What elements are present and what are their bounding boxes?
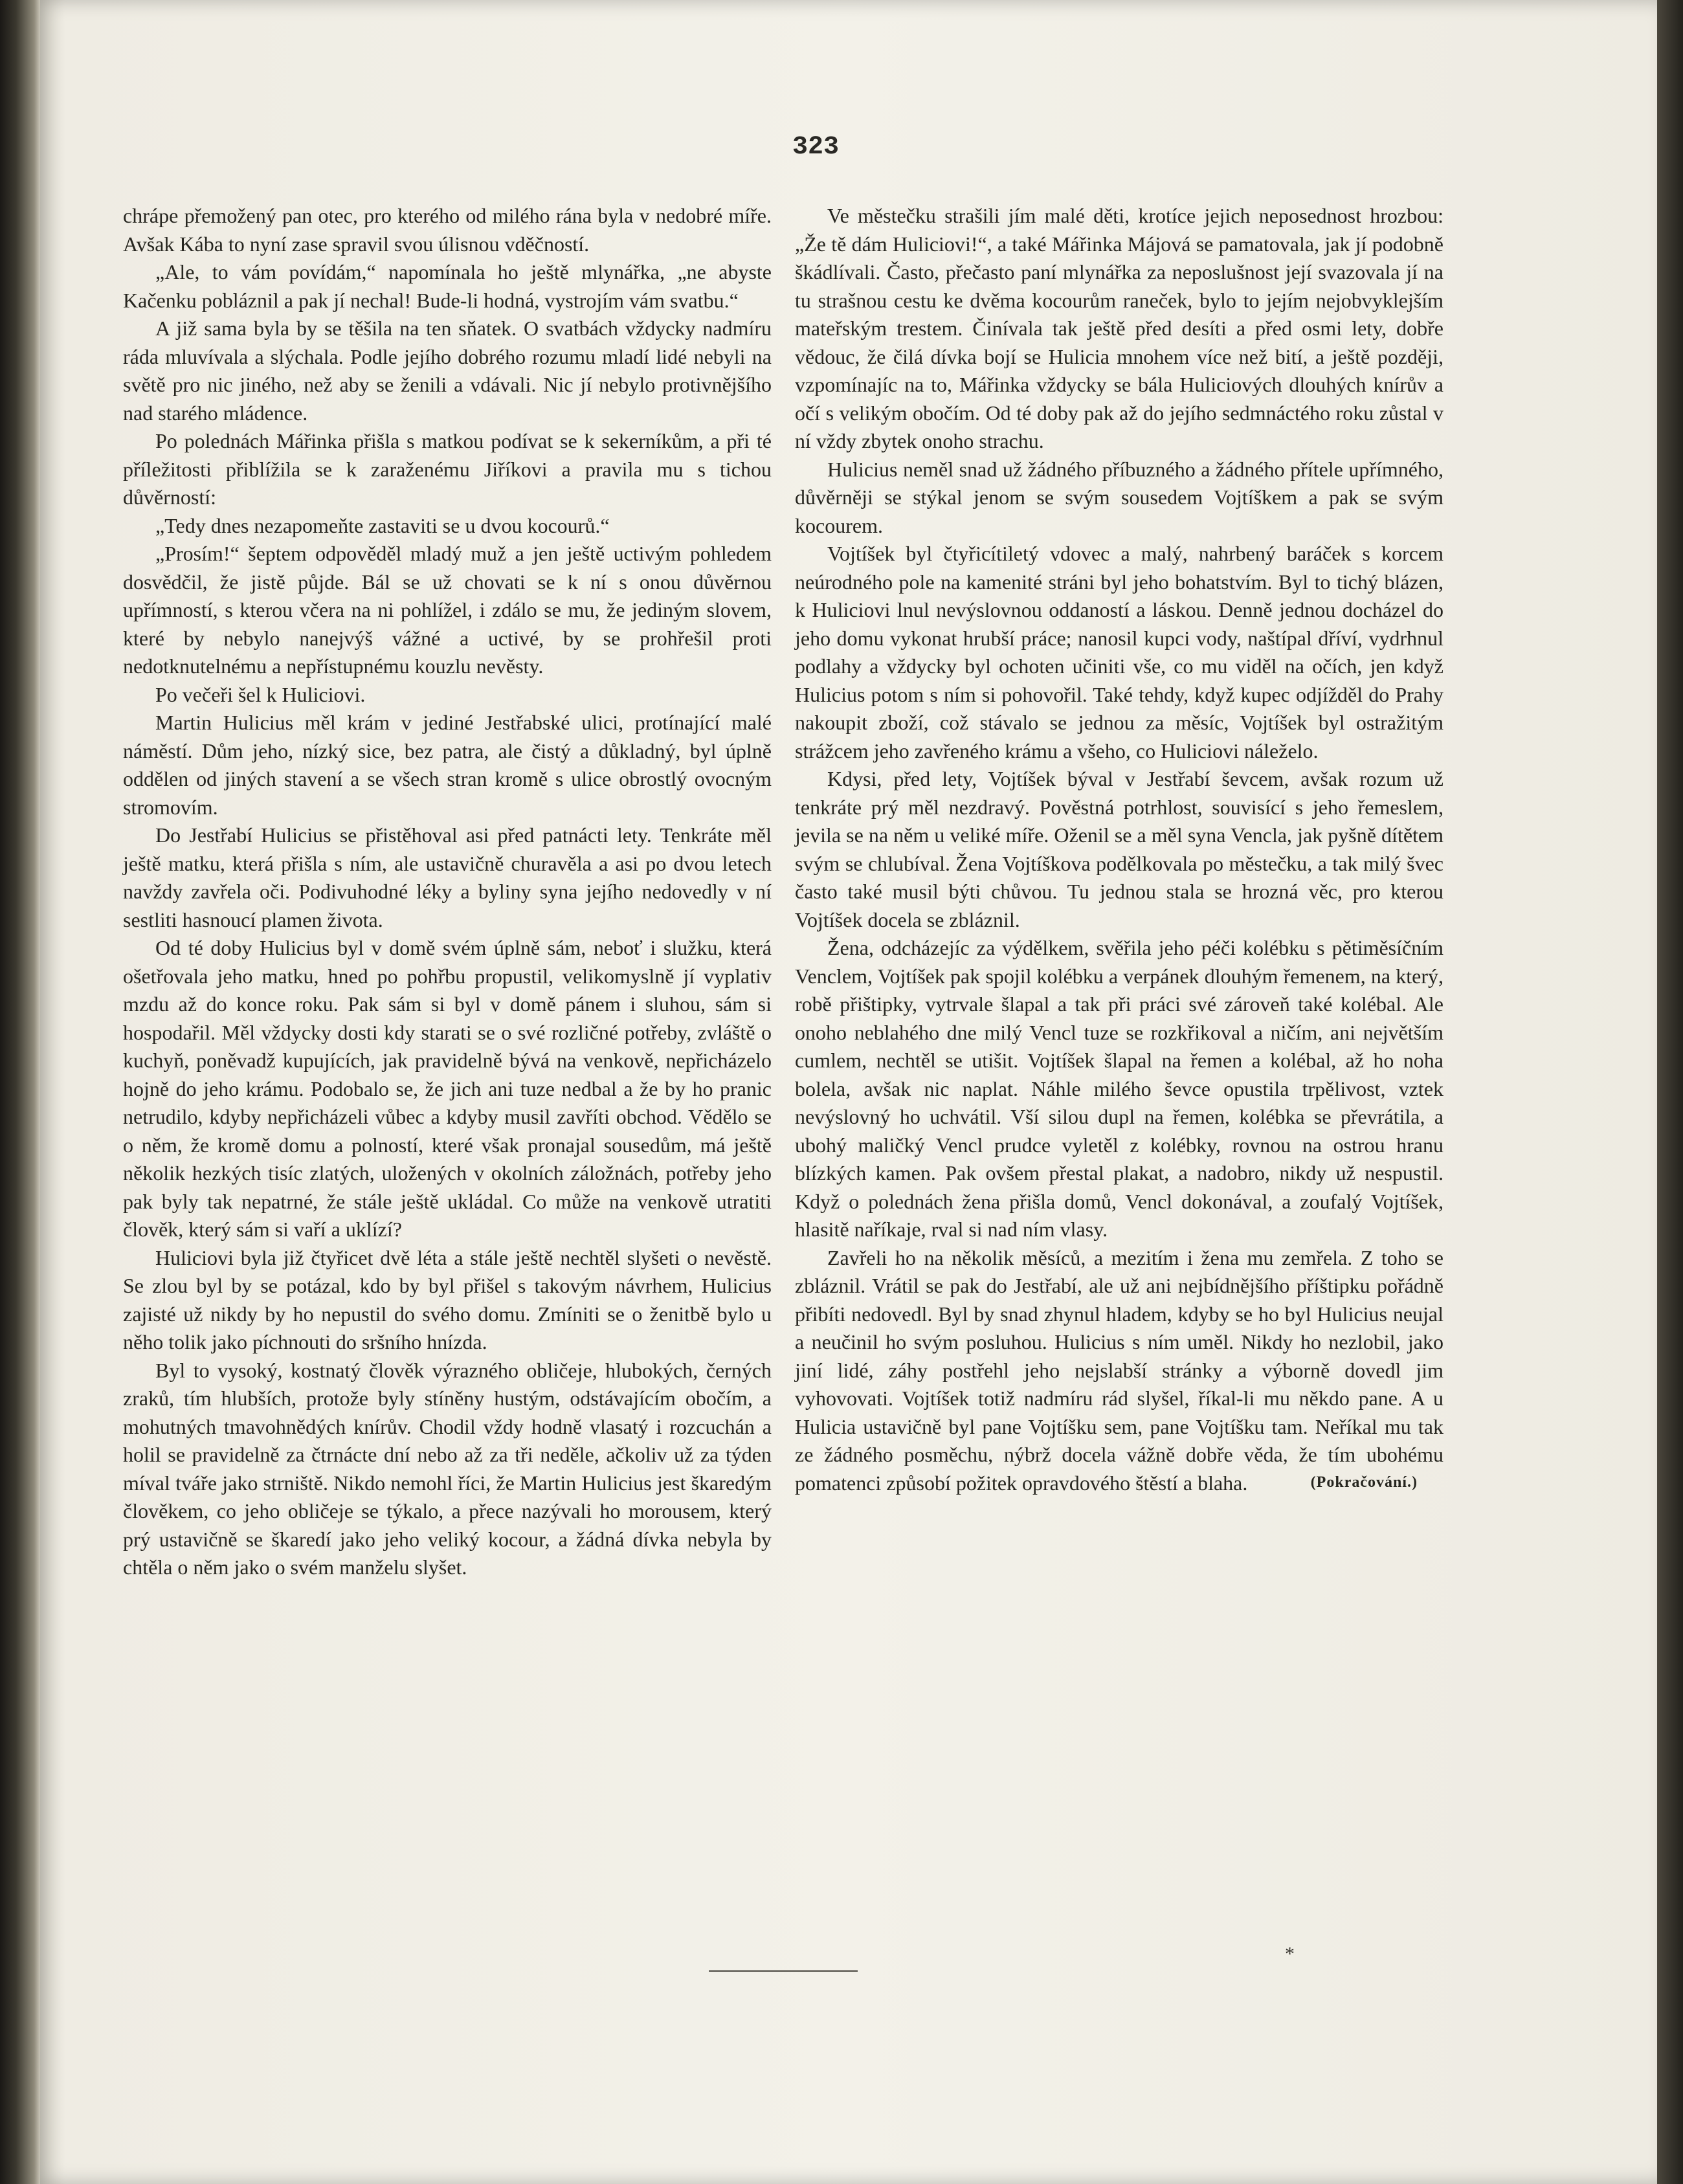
paragraph: Po večeři šel k Huliciovi.	[155, 682, 366, 706]
paragraph: Byl to vysoký, kostnatý člověk výrazného obličeje, hlubokých, černých zraků, tím hlubších, protože byly stíněny hustým, odstávajícím obočím, a mohutných tmavohnědých knírův. Chodil vždy hodně vlasatý i rozcuchán a holil se pravidelně za čtrnácte dní nebo až za tři neděle, ačkoliv už za týden míval tváře jako strniště. Nikdo nemohl říci, že Martin Hulicius jest škaredým člověkem, co jeho obličeje se týkalo, a přece nazývali ho morousem, který prý ustavičně se škaredí jako jeho veliký kocour, a žádná dívka nebyla by chtěla o něm jako o svém manželu slyšet.	[123, 1358, 772, 1579]
paragraph: Ve městečku strašili jím malé děti, krotíce jejich neposednost hrozbou: „Že tě dám Huliciovi!“, a také Mářinka Májová se pamatovala, jak jí podobně škádlívali. Často, přečasto paní mlynářka za neposlušnost její svazovala jí na tu strašnou cestu ke dvěma kocourům raneček, bylo to jejím nejobvyklejším mateřským trestem. Činívala tak ještě před desíti a před osmi lety, dobře vědouc, že čilá dívka bojí se Hulicia mnohem více než bití, a ještě později, vzpomínajíc na to, Mářinka vždycky se bála Huliciových dlouhých knírův a očí s velikým obočím. Od té doby pak až do jejího sedmnáctého roku zůstal v ní vždy zbytek onoho strachu.	[795, 204, 1443, 452]
left-text-column	[123, 202, 772, 1582]
paragraph: Vojtíšek byl čtyřicítiletý vdovec a malý, nahrbený baráček s korcem neúrodného pole na kamenité stráni byl jeho bohatstvím. Byl to tichý blázen, k Huliciovi lnul nevýslovnou oddaností a láskou. Denně jednou docházel do jeho domu vykonat hrubší práce; nanosil kupci vody, naštípal dříví, vydrhnul podlahy a vždycky byl ochoten učiniti vše, co mu viděl na očích, jen když Hulicius potom s ním si pohovořil. Také tehdy, když kupec odjížděl do Prahy nakoupit zboží, což stávalo se jednou za měsíc, Vojtíšek byl ostražitým strážcem jeho zavřeného krámu a všeho, co Huliciovi náleželo.	[795, 542, 1443, 763]
paragraph: Martin Hulicius měl krám v jediné Jestřabské ulici, protínající malé náměstí. Dům jeho, nízký sice, bez patra, ale čistý a důkladný, byl úplně oddělen od jiných stavení a se všech stran kromě s ulice obrostlý ovocným stromovím.	[123, 711, 772, 819]
paragraph: Huliciovi byla již čtyřicet dvě léta a stále ještě nechtěl slyšeti o nevěstě. Se zlou byl by se potázal, kdo by byl přišel s takovým návrhem, Hulicius zajisté už nikdy by ho nepustil do svého domu. Zmíniti se o ženitbě bylo u něho tolik jako píchnouti do sršního hnízda.	[123, 1245, 772, 1354]
paragraph: Žena, odcházejíc za výdělkem, svěřila jeho péči kolébku s pětiměsíčním Venclem, Vojtíšek pak spojil kolébku a verpánek dlouhým řemenem, na který, robě přištipky, vytrvale šlapal a tak při práci své zároveň také kolébal. Ale onoho neblahého dne milý Vencl tuze se rozkřikoval a ničím, ani největším cumlem, nechtěl se utišit. Vojtíšek šlapal na řemen a kolébal, až ho noha bolela, avšak nic naplat. Náhle milého ševce opustila trpělivost, vztek nevýslovný ho uchvátil. Vší silou dupl na řemen, kolébka se převrátila, a ubohý maličký Vencl prudce vyletěl z kolébky, rovnou na ostrou hranu blízkých kamen. Pak ovšem přestal plakat, a nadobro, nikdy už nespustil. Když o polednách žena přišla domů, Vencl dokonával, a zoufalý Vojtíšek, hlasitě naříkaje, rval si nad ním vlasy.	[795, 936, 1443, 1241]
end-asterisk: *	[1285, 1943, 1295, 1965]
paragraph: Od té doby Hulicius byl v domě svém úplně sám, neboť i služku, která ošetřovala jeho matku, hned po pohřbu propustil, velikomyslně jí vyplativ mzdu až do konce roku. Pak sám si byl v domě pánem i sluhou, sám si hospodařil. Měl vždycky dosti kdy starati se o své rozličné potřeby, zvláště o kuchyň, poněvadž kupujících, jak pravidelně bývá na venkově, nepřicházelo hojně do jeho krámu. Podobalo se, že jich ani tuze nedbal a že by ho pranic netrudilo, kdyby nepřicházeli vůbec a kdyby musil zavříti obchod. Vědělo se o něm, že kromě domu a polností, které však pronajal sousedům, má ještě několik hezkých tisíc zlatých, uložených v okolních záložnách, potřeby jeho pak byly tak nepatrné, že stále ještě ukládal. Co může na venkově utratiti člověk, který sám si vaří a uklízí?	[123, 936, 772, 1241]
paragraph: Kdysi, před lety, Vojtíšek býval v Jestřabí ševcem, avšak rozum už tenkráte prý měl nezdravý. Pověstná potrhlost, souvisící s jeho řemeslem, jevila se na něm u veliké míře. Oženil se a měl syna Vencla, jak pyšně dítětem svým se chlubíval. Žena Vojtíškova podělkovala po městečku, a tak milý švec často také musil býti chůvou. Tu jednou stala se hrozná věc, pro kterou Vojtíšek docela se zbláznil.	[795, 767, 1443, 931]
page-edge	[1657, 0, 1683, 2184]
page-gutter	[0, 0, 40, 2184]
paragraph: „Prosím!“ šeptem odpověděl mladý muž a jen ještě uctivým pohledem dosvědčil, že jistě půjde. Bál se už chovati se k ní s onou důvěrnou upřímností, s kterou včera na ni pohlížel, i zdálo se mu, že jediným slovem, které by nebylo nanejvýš vážné a uctivé, by se prohřešil proti nedotknutelnému a nepřístupnému kouzlu nevěsty.	[123, 542, 772, 678]
page-number: 323	[792, 133, 839, 162]
continued-label: (Pokračování.)	[1310, 1474, 1418, 1491]
paragraph: „Tedy dnes nezapomeňte zastaviti se u dvou kocourů.“	[155, 513, 610, 537]
paragraph: Po polednách Mářinka přišla s matkou podívat se k sekerníkům, a při té příležitosti přiblížila se k zaraženému Jiříkovi a pravila mu s tichou důvěrností:	[123, 429, 772, 509]
paragraph: chrápe přemožený pan otec, pro kterého od milého rána byla v nedobré míře. Avšak Kába to nyní zase spravil svou úlisnou vděčností.	[123, 204, 772, 256]
paragraph: Zavřeli ho na několik měsíců, a mezitím i žena mu zemřela. Z toho se zbláznil. Vrátil se pak do Jestřabí, ale už ani nejbídnějšího příštipku pořádně přibíti nedovedl. Byl by snad zhynul hladem, kdyby se ho byl Hulicius neujal a neučinil ho svým posluhou. Hulicius s ním uměl. Nikdy ho nezlobil, jako jiní lidé, záhy postřehl jeho nejslabší stránky a výborně dovedl jim vyhovovati. Vojtíšek totiž nadmíru rád slyšel, říkal-li mu někdo pane. A u Hulicia ustavičně byl pane Vojtíšku sem, pane Vojtíšku tam. Neříkal mu tak ze žádného posměchu, nýbrž docela vážně dobře věda, že tím ubohému pomatenci způsobí požitek opravdového štěstí a blaha.	[795, 1245, 1443, 1495]
right-text-column	[795, 202, 1443, 1497]
section-divider	[709, 1970, 858, 1972]
paragraph: „Ale, to vám povídám,“ napomínala ho ještě mlynářka, „ne abyste Kačenku pobláznil a pak jí nechal! Bude-li hodná, vystrojím vám svatbu.“	[123, 260, 772, 312]
paragraph: Do Jestřabí Hulicius se přistěhoval asi před patnácti lety. Tenkráte měl ještě matku, která přišla s ním, ale ustavičně churavěla a asi po dvou letech navždy zavřela oči. Podivuhodné léky a byliny syna jejího nedovedly v ní sestliti hasnoucí plamen života.	[123, 823, 772, 931]
paragraph: Hulicius neměl snad už žádného příbuzného a žádného přítele upřímného, důvěrněji se stýkal jenom se svým sousedem Vojtíškem a pak se svým kocourem.	[795, 457, 1443, 537]
paragraph: A již sama byla by se těšila na ten sňatek. O svatbách vždycky nadmíru ráda mluvívala a slýchala. Podle jejího dobrého rozumu mladí lidé nebyli na světě pro nic jiného, než aby se ženili a vdávali. Nic jí nebylo protivnějšího nad starého mládence.	[123, 317, 772, 425]
